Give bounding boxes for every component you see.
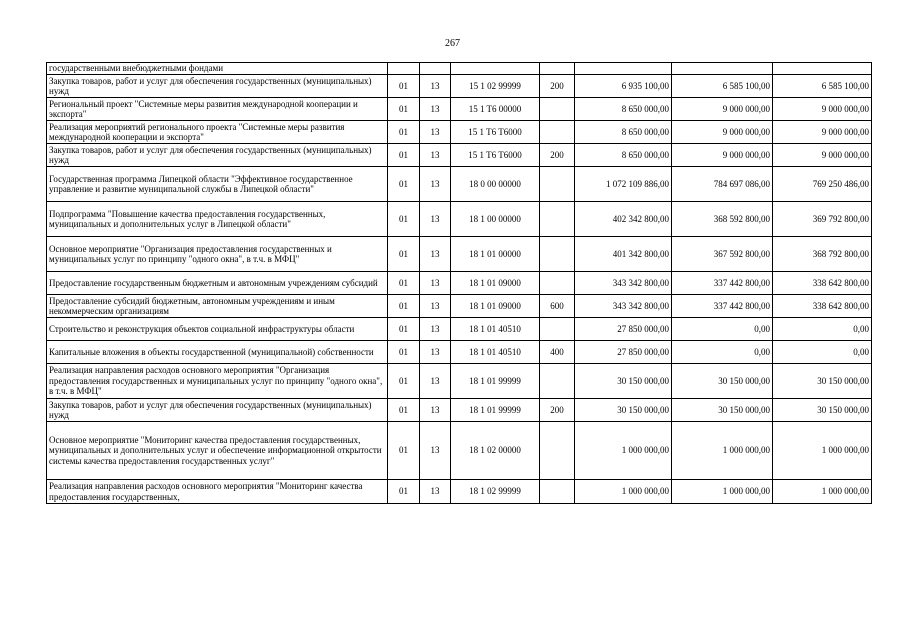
cell-amount-year2: 30 150 000,00 (672, 399, 773, 422)
table-row (47, 272, 872, 295)
cell-target-code: 15 1 T6 T6000 (451, 121, 540, 144)
cell-amount-year2: 6 585 100,00 (672, 75, 773, 98)
cell-amount-year1: 402 342 800,00 (575, 202, 672, 237)
cell-amount-year2: 9 000 000,00 (672, 121, 773, 144)
cell-section: 01 (388, 237, 420, 272)
cell-subsection: 13 (420, 341, 451, 364)
cell-target-code: 18 1 01 09000 (451, 295, 540, 318)
cell-section: 01 (388, 167, 420, 202)
cell-name: Капитальные вложения в объекты государственной (муниципальной) собственности (47, 341, 388, 364)
cell-amount-year2: 337 442 800,00 (672, 272, 773, 295)
cell-amount-year2: 9 000 000,00 (672, 98, 773, 121)
cell-amount-year2: 9 000 000,00 (672, 144, 773, 167)
cell-amount-year2: 30 150 000,00 (672, 364, 773, 399)
cell-section: 01 (388, 202, 420, 237)
cell-amount-year1: 343 342 800,00 (575, 272, 672, 295)
cell-target-code: 18 1 02 00000 (451, 422, 540, 480)
cell-subsection: 13 (420, 364, 451, 399)
cell-amount-year3: 6 585 100,00 (773, 75, 872, 98)
cell-name: Подпрограмма "Повышение качества предоставления государственных, муниципальных и дополнительных услуг в Липецкой области" (47, 202, 388, 237)
cell-expense-type: 200 (540, 399, 575, 422)
cell-expense-type (540, 237, 575, 272)
cell-section: 01 (388, 272, 420, 295)
cell-amount-year1: 30 150 000,00 (575, 399, 672, 422)
cell-amount-year1: 27 850 000,00 (575, 341, 672, 364)
table-row (47, 121, 872, 144)
cell-target-code: 15 1 02 99999 (451, 75, 540, 98)
cell-name: Реализация направления расходов основного мероприятия "Мониторинг качества предоставления государственных, (47, 480, 388, 504)
cell-name: Предоставление государственным бюджетным и автономным учреждениям субсидий (47, 272, 388, 295)
cell-section: 01 (388, 295, 420, 318)
cell-expense-type (540, 480, 575, 504)
cell-target-code: 18 1 01 99999 (451, 364, 540, 399)
cell-expense-type (540, 98, 575, 121)
cell-amount-year1: 401 342 800,00 (575, 237, 672, 272)
cell-amount-year2: 1 000 000,00 (672, 422, 773, 480)
cell-amount-year1: 1 072 109 886,00 (575, 167, 672, 202)
table-row (47, 167, 872, 202)
cell-expense-type: 600 (540, 295, 575, 318)
table-row (47, 202, 872, 237)
table-row (47, 364, 872, 399)
cell-subsection: 13 (420, 98, 451, 121)
cell-subsection: 13 (420, 75, 451, 98)
cell-target-code: 15 1 T6 T6000 (451, 144, 540, 167)
table-body (47, 63, 872, 504)
cell-target-code: 18 1 01 09000 (451, 272, 540, 295)
table-row (47, 480, 872, 504)
cell-amount-year3: 769 250 486,00 (773, 167, 872, 202)
cell-amount-year2: 1 000 000,00 (672, 480, 773, 504)
cell-amount-year1: 8 650 000,00 (575, 98, 672, 121)
budget-table (46, 62, 872, 504)
cell-target-code: 18 1 00 00000 (451, 202, 540, 237)
cell-amount-year1: 343 342 800,00 (575, 295, 672, 318)
cell-subsection: 13 (420, 144, 451, 167)
cell-section: 01 (388, 318, 420, 341)
cell-amount-year2: 784 697 086,00 (672, 167, 773, 202)
cell-subsection: 13 (420, 237, 451, 272)
cell-expense-type (540, 63, 575, 75)
cell-expense-type (540, 272, 575, 295)
cell-amount-year1: 6 935 100,00 (575, 75, 672, 98)
cell-expense-type: 400 (540, 341, 575, 364)
cell-amount-year2: 0,00 (672, 318, 773, 341)
cell-subsection: 13 (420, 399, 451, 422)
cell-section: 01 (388, 341, 420, 364)
cell-target-code: 18 1 01 40510 (451, 318, 540, 341)
cell-subsection: 13 (420, 318, 451, 341)
cell-target-code: 18 1 01 00000 (451, 237, 540, 272)
cell-section: 01 (388, 364, 420, 399)
cell-amount-year1: 8 650 000,00 (575, 121, 672, 144)
cell-amount-year3: 0,00 (773, 318, 872, 341)
cell-amount-year2: 367 592 800,00 (672, 237, 773, 272)
cell-amount-year3: 338 642 800,00 (773, 272, 872, 295)
table-row (47, 422, 872, 480)
cell-amount-year1: 27 850 000,00 (575, 318, 672, 341)
cell-amount-year2: 368 592 800,00 (672, 202, 773, 237)
cell-subsection: 13 (420, 480, 451, 504)
cell-section: 01 (388, 399, 420, 422)
cell-expense-type (540, 422, 575, 480)
table-row (47, 237, 872, 272)
cell-name: Региональный проект "Системные меры развития международной кооперации и экспорта" (47, 98, 388, 121)
cell-amount-year1 (575, 63, 672, 75)
cell-target-code: 18 1 02 99999 (451, 480, 540, 504)
cell-section: 01 (388, 144, 420, 167)
cell-target-code (451, 63, 540, 75)
table-row (47, 98, 872, 121)
cell-subsection: 13 (420, 422, 451, 480)
cell-section: 01 (388, 480, 420, 504)
cell-amount-year3: 30 150 000,00 (773, 364, 872, 399)
cell-name: Реализация мероприятий регионального проекта "Системные меры развития международной кооперации и экспорта" (47, 121, 388, 144)
cell-expense-type (540, 121, 575, 144)
table-row (47, 341, 872, 364)
cell-section: 01 (388, 98, 420, 121)
cell-amount-year2 (672, 63, 773, 75)
table-row (47, 295, 872, 318)
cell-amount-year2: 337 442 800,00 (672, 295, 773, 318)
cell-name: Закупка товаров, работ и услуг для обеспечения государственных (муниципальных) нужд (47, 144, 388, 167)
cell-amount-year1: 30 150 000,00 (575, 364, 672, 399)
cell-expense-type (540, 202, 575, 237)
cell-amount-year3: 1 000 000,00 (773, 480, 872, 504)
cell-section: 01 (388, 422, 420, 480)
cell-name: Предоставление субсидий бюджетным, автономным учреждениям и иным некоммерческим организациям (47, 295, 388, 318)
cell-section: 01 (388, 121, 420, 144)
cell-amount-year3: 369 792 800,00 (773, 202, 872, 237)
page-number: 267 (445, 38, 460, 49)
table-row (47, 399, 872, 422)
table-row (47, 75, 872, 98)
cell-amount-year3: 338 642 800,00 (773, 295, 872, 318)
cell-target-code: 18 1 01 40510 (451, 341, 540, 364)
cell-name: Государственная программа Липецкой области "Эффективное государственное управление и развитие муниципальной службы в Липецкой области" (47, 167, 388, 202)
cell-subsection: 13 (420, 121, 451, 144)
cell-expense-type (540, 318, 575, 341)
cell-expense-type (540, 364, 575, 399)
cell-subsection: 13 (420, 272, 451, 295)
cell-name: Строительство и реконструкция объектов социальной инфраструктуры области (47, 318, 388, 341)
table-row (47, 144, 872, 167)
cell-name: Основное мероприятие "Организация предоставления государственных и муниципальных услуг по принципу "одного окна", в т.ч. в МФЦ" (47, 237, 388, 272)
table-row (47, 318, 872, 341)
cell-name: Основное мероприятие "Мониторинг качества предоставления государственных, муниципальных и дополнительных услуг и обеспечение информационной открытости системы качества предоставления государственных услуг" (47, 422, 388, 480)
cell-amount-year3 (773, 63, 872, 75)
cell-subsection: 13 (420, 167, 451, 202)
cell-expense-type (540, 167, 575, 202)
cell-amount-year3: 9 000 000,00 (773, 98, 872, 121)
cell-section: 01 (388, 75, 420, 98)
cell-name: государственными внебюджетными фондами (47, 63, 388, 75)
cell-name: Закупка товаров, работ и услуг для обеспечения государственных (муниципальных) нужд (47, 75, 388, 98)
table-row (47, 63, 872, 75)
cell-amount-year3: 368 792 800,00 (773, 237, 872, 272)
cell-expense-type: 200 (540, 144, 575, 167)
cell-amount-year3: 9 000 000,00 (773, 144, 872, 167)
cell-amount-year3: 30 150 000,00 (773, 399, 872, 422)
cell-amount-year2: 0,00 (672, 341, 773, 364)
cell-target-code: 18 0 00 00000 (451, 167, 540, 202)
cell-amount-year3: 9 000 000,00 (773, 121, 872, 144)
cell-amount-year3: 1 000 000,00 (773, 422, 872, 480)
cell-section (388, 63, 420, 75)
cell-amount-year3: 0,00 (773, 341, 872, 364)
cell-subsection (420, 63, 451, 75)
cell-subsection: 13 (420, 202, 451, 237)
cell-amount-year1: 1 000 000,00 (575, 422, 672, 480)
cell-target-code: 18 1 01 99999 (451, 399, 540, 422)
cell-target-code: 15 1 T6 00000 (451, 98, 540, 121)
cell-name: Закупка товаров, работ и услуг для обеспечения государственных (муниципальных) нужд (47, 399, 388, 422)
cell-amount-year1: 8 650 000,00 (575, 144, 672, 167)
cell-name: Реализация направления расходов основного мероприятия "Организация предоставления государственных и муниципальных услуг по принципу "одного окна", в т.ч. в МФЦ" (47, 364, 388, 399)
cell-amount-year1: 1 000 000,00 (575, 480, 672, 504)
cell-expense-type: 200 (540, 75, 575, 98)
cell-subsection: 13 (420, 295, 451, 318)
